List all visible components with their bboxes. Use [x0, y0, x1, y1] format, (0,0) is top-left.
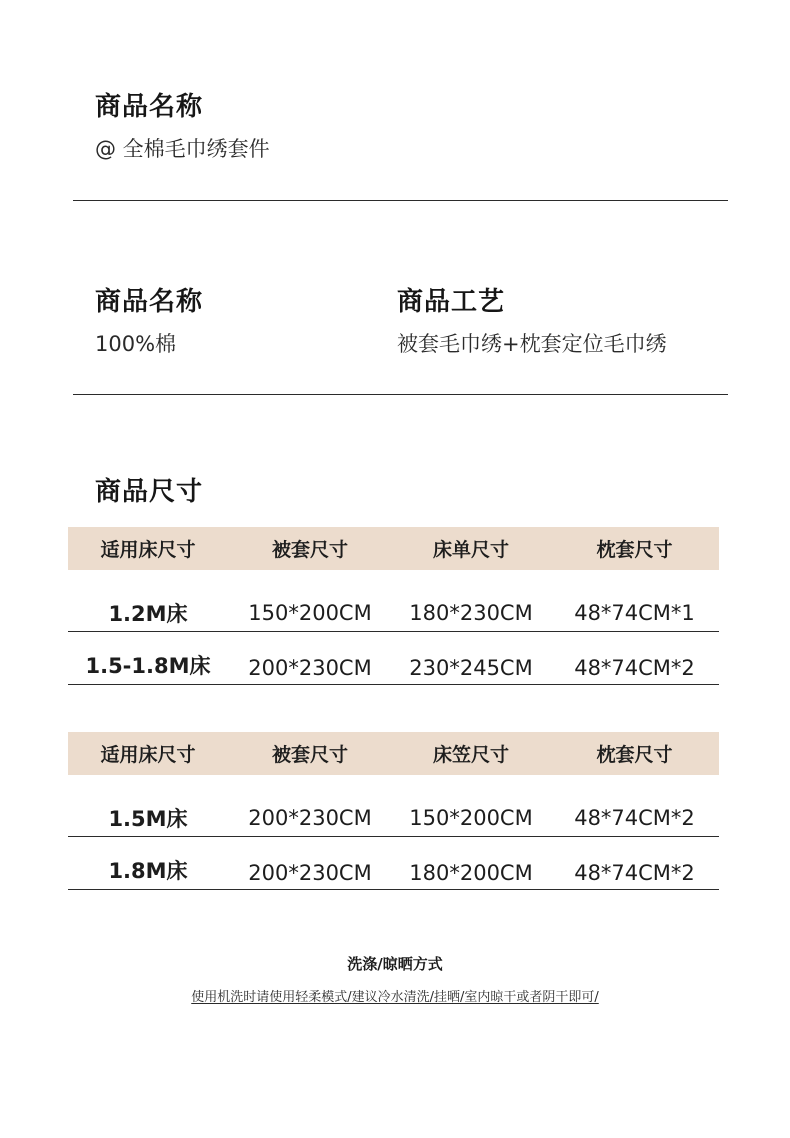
care-instructions	[0, 986, 790, 1005]
pillowcase-size-cell: 48*74CM*2	[574, 805, 695, 830]
divider-1	[73, 200, 728, 201]
header-sheet-size: 床单尺寸	[432, 539, 509, 561]
table-row	[68, 837, 719, 890]
craft-title: 商品工艺	[397, 287, 506, 317]
size-section-title: 商品尺寸	[95, 477, 204, 507]
duvet-size-cell: 200*230CM	[248, 805, 372, 830]
header-bed-size: 适用床尺寸	[100, 539, 196, 561]
pillowcase-size-cell: 48*74CM*2	[574, 861, 695, 885]
divider-2	[73, 394, 728, 395]
duvet-size-cell: 150*200CM	[248, 600, 372, 625]
bed-size-cell: 1.5-1.8M床	[85, 654, 211, 678]
table-header	[68, 732, 719, 775]
product-name-title: 商品名称	[95, 92, 204, 122]
care-title: 洗涤/晾晒方式	[347, 955, 443, 973]
care-instructions-text: 使用机洗时请使用轻柔模式/建议冷水清洗/挂晒/室内晾干或者阴干即可/	[191, 990, 599, 1005]
pillowcase-size-cell: 48*74CM*2	[574, 656, 695, 680]
bed-size-cell: 1.8M床	[108, 859, 188, 883]
header-fitted-sheet-size: 床笠尺寸	[432, 744, 509, 766]
material-title: 商品名称	[95, 287, 204, 317]
header-pillowcase-size: 枕套尺寸	[596, 539, 673, 561]
duvet-size-cell: 200*230CM	[248, 656, 372, 680]
header-bed-size: 适用床尺寸	[100, 744, 196, 766]
product-name-value: @ 全棉毛巾绣套件	[95, 137, 270, 161]
table-row	[68, 632, 719, 685]
size-table-sheet	[68, 527, 719, 685]
craft-value: 被套毛巾绣+枕套定位毛巾绣	[397, 332, 667, 356]
duvet-size-cell: 200*230CM	[248, 861, 372, 885]
sheet-size-cell: 230*245CM	[409, 656, 533, 680]
pillowcase-size-cell: 48*74CM*1	[574, 600, 695, 625]
header-duvet-size: 被套尺寸	[271, 744, 348, 766]
table-row	[68, 594, 719, 632]
fitted-sheet-size-cell: 180*200CM	[409, 861, 533, 885]
fitted-sheet-size-cell: 150*200CM	[409, 805, 533, 830]
sheet-size-cell: 180*230CM	[409, 600, 533, 625]
size-table-fitted	[68, 732, 719, 890]
bed-size-cell: 1.5M床	[108, 806, 188, 831]
table-header	[68, 527, 719, 570]
header-pillowcase-size: 枕套尺寸	[596, 744, 673, 766]
bed-size-cell: 1.2M床	[108, 601, 188, 626]
table-row	[68, 799, 719, 837]
header-duvet-size: 被套尺寸	[271, 539, 348, 561]
material-value: 100%棉	[95, 332, 177, 356]
